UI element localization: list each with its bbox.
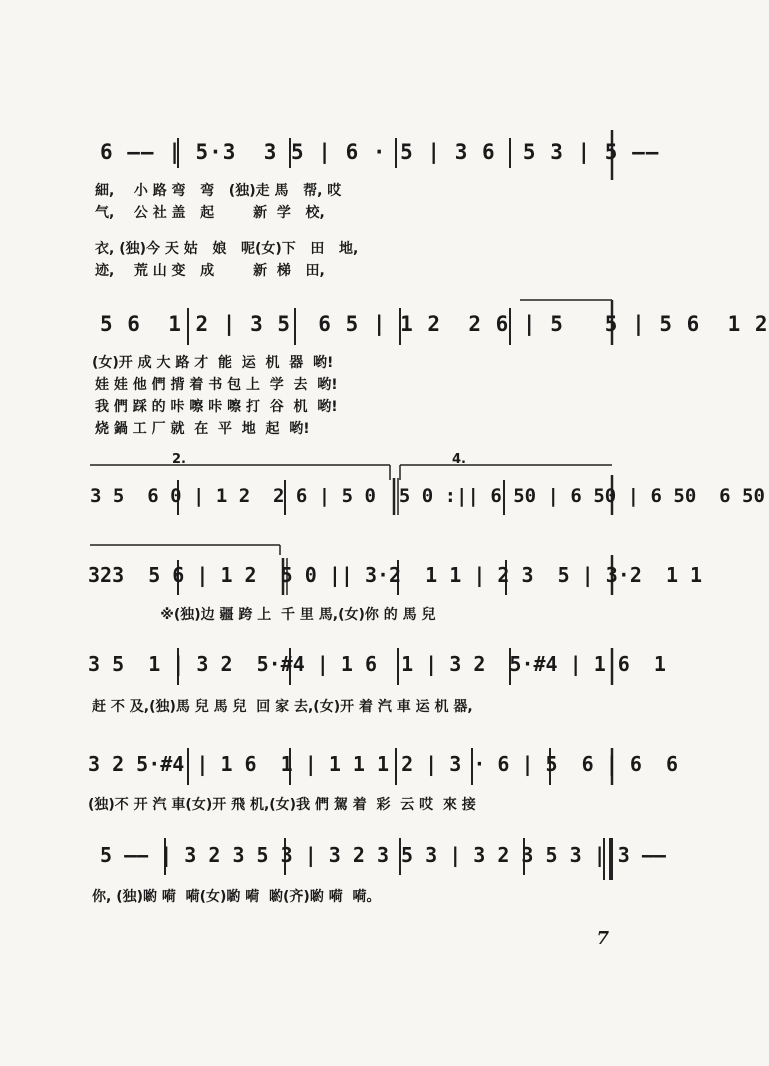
music-row-1-lyric-4: 迹, 荒 山 变 成 新 梯 田, (95, 263, 325, 279)
music-row-1-lyric-1: 細, 小 路 弯 弯 (独)走 馬 帮, 哎 (95, 183, 342, 199)
volta-2-label: 2. (172, 452, 186, 467)
music-row-5-notes: 3 5 1 | 3 2 5·#4 | 1 6 1 | 3 2 5·#4 | 1 6 1 (88, 652, 666, 676)
music-row-1-notes: 6 —— | 5·3 3 5 | 6 · 5 | 3 6 5 3 | 5 —— (100, 140, 660, 164)
volta-4-label: 4. (452, 452, 466, 467)
music-row-2-lyric-2: 娃 娃 他 們 揹 着 书 包 上 学 去 哟! (95, 377, 338, 393)
music-row-3-notes: 3 5 6 0 | 1 2 2 6 | 5 0 5 0 :|| 6 50 | 6 50 | 6 50 6 50 (90, 485, 765, 507)
music-row-5-lyric-1: 赶 不 及,(独)馬 兒 馬 兒 回 家 去,(女)开 着 汽 車 运 机 器, (92, 699, 473, 715)
music-row-7-notes: 5 —— | 3 2 3 5 3 | 3 2 3 5 3 | 3 2 3 5 3 | 3 —— (100, 843, 666, 867)
music-row-2-lyric-4: 烧 鍋 工 厂 就 在 平 地 起 哟! (95, 421, 310, 437)
music-row-2-lyric-3: 我 們 踩 的 咔 嚓 咔 嚓 打 谷 机 哟! (95, 399, 338, 415)
music-row-4-notes: 323 5 6 | 1 2 5 0 || 3·2 1 1 | 2 3 5 | 3·2 1 1 (88, 563, 703, 587)
music-row-6-notes: 3 2 5·#4 | 1 6 1 | 1 1 1 2 | 3 · 6 | 5 6 | 6 6 (88, 752, 679, 776)
music-row-6-lyric-1: (独)不 开 汽 車(女)开 飛 机,(女)我 們 駕 着 彩 云 哎 來 接 (88, 797, 476, 813)
music-row-2-notes: 5 6 1 2 | 3 5 6 5 | 1 2 2 6 | 5 5 | 5 6 1 2 (100, 312, 769, 336)
music-row-2-lyric-1: (女)开 成 大 路 才 能 运 机 器 哟! (92, 355, 334, 371)
page-number: 7 (596, 928, 609, 949)
music-row-7-lyric-1: 你, (独)喲 嗬 嗬(女)喲 嗬 喲(齐)喲 嗬 嗬。 (92, 889, 381, 905)
music-row-1-lyric-2: 气, 公 社 盖 起 新 学 校, (95, 205, 325, 221)
music-row-4-lyric-1: ※(独)边 疆 跨 上 千 里 馬,(女)你 的 馬 兒 (92, 607, 436, 623)
music-row-1-lyric-3: 衣, (独)今 天 姑 娘 呢(女)下 田 地, (95, 241, 359, 257)
